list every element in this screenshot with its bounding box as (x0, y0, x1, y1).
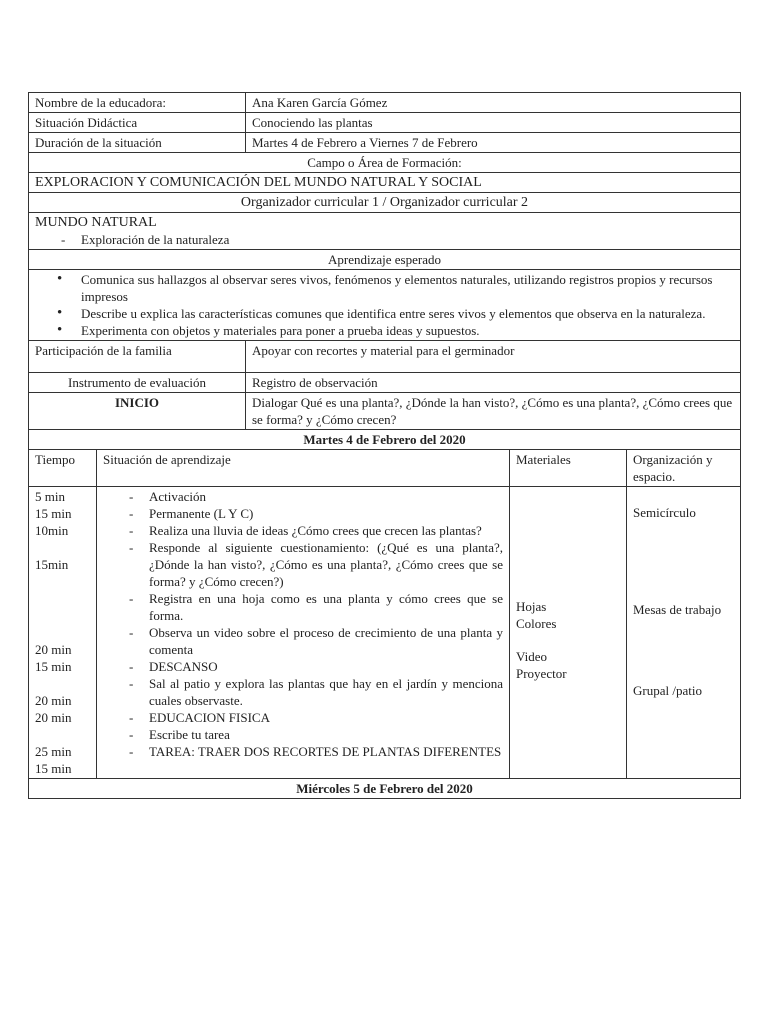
activity-item: - DESCANSO (103, 658, 503, 675)
duracion-value: Martes 4 de Febrero a Viernes 7 de Febrero (246, 133, 741, 153)
time-entry: 15 min (35, 659, 72, 674)
time-entry: 20 min (35, 710, 72, 725)
educadora-label: Nombre de la educadora: (29, 93, 246, 113)
time-entry: 15min (35, 557, 69, 572)
time-entry: 20 min (35, 693, 72, 708)
material-item: Colores (516, 616, 557, 631)
time-entry: 10min (35, 523, 69, 538)
col-materiales: Materiales (510, 450, 627, 487)
materiales-cell (510, 487, 627, 779)
aprendizaje-header: Aprendizaje esperado (29, 250, 741, 270)
material-item: Video (516, 649, 547, 664)
organizador-title: MUNDO NATURAL (35, 215, 157, 230)
educadora-value: Ana Karen García Gómez (246, 93, 741, 113)
instrumento-value: Registro de observación (246, 373, 741, 393)
aprendizaje-list (35, 271, 734, 339)
inicio-value: Dialogar Qué es una planta?, ¿Dónde la han visto?, ¿Cómo es una planta?, ¿Cómo crees que se forma? y ¿Cómo crecen? (246, 393, 741, 430)
col-organizacion: Organización y espacio. (627, 450, 741, 487)
activities-list (103, 488, 503, 760)
organizacion-item: Grupal /patio (633, 683, 702, 698)
col-tiempo: Tiempo (29, 450, 97, 487)
activity-item: - Observa un video sobre el proceso de crecimiento de una planta y comenta (103, 624, 503, 658)
day2-header: Miércoles 5 de Febrero del 2020 (29, 779, 741, 799)
organizador-cell (29, 213, 741, 250)
educadora-row (29, 93, 741, 113)
material-item: Proyector (516, 666, 567, 681)
aprendizaje-item: • Experimenta con objetos y materiales para poner a prueba ideas y supuestos. (35, 322, 734, 339)
time-entry: 5 min (35, 489, 65, 504)
material-item: Hojas (516, 599, 547, 614)
activity-item: - Activación (103, 488, 503, 505)
time-entry: 15 min (35, 506, 72, 521)
time-entry: 20 min (35, 642, 72, 657)
inicio-label: INICIO (29, 393, 246, 430)
aprendizaje-item: • Comunica sus hallazgos al observar seres vivos, fenómenos y elementos naturales, utilizando registros propios y recursos impresos (35, 271, 734, 305)
situacion-cell (97, 487, 510, 779)
activity-item: - Realiza una lluvia de ideas ¿Cómo crees que crecen las plantas? (103, 522, 503, 539)
columns-header-row (29, 450, 741, 487)
day1-header: Martes 4 de Febrero del 2020 (29, 430, 741, 450)
tiempo-cell (29, 487, 97, 779)
familia-label: Participación de la familia (29, 341, 246, 373)
duracion-label: Duración de la situación (29, 133, 246, 153)
activity-item: - Registra en una hoja como es una planta y cómo crees que se forma. (103, 590, 503, 624)
planning-document (28, 92, 740, 799)
activity-item: - Permanente (L Y C) (103, 505, 503, 522)
aprendizaje-item: • Describe u explica las características comunes que identifica entre seres vivos y elementos que observa en la naturaleza. (35, 305, 734, 322)
planning-table (28, 92, 741, 799)
activity-item: - TAREA: TRAER DOS RECORTES DE PLANTAS DIFERENTES (103, 743, 503, 760)
familia-value: Apoyar con recortes y material para el germinador (246, 341, 741, 373)
situacion-row (29, 113, 741, 133)
activity-item: - Responde al siguiente cuestionamiento: (¿Qué es una planta?, ¿Dónde la han visto?, ¿Cómo es una planta?, ¿Cómo crees que se forma? y ¿Cómo crecen?) (103, 539, 503, 590)
activity-item: - Sal al patio y explora las plantas que hay en el jardín y menciona cuales observaste. (103, 675, 503, 709)
duracion-row (29, 133, 741, 153)
activities-row (29, 487, 741, 779)
campo-header: Campo o Área de Formación: (29, 153, 741, 173)
instrumento-label: Instrumento de evaluación (29, 373, 246, 393)
organizador-header: Organizador curricular 1 / Organizador curricular 2 (29, 193, 741, 213)
situacion-label: Situación Didáctica (29, 113, 246, 133)
organizacion-cell (627, 487, 741, 779)
organizador-list (35, 231, 734, 248)
aprendizaje-cell (29, 270, 741, 341)
activity-item: - Escribe tu tarea (103, 726, 503, 743)
situacion-value: Conociendo las plantas (246, 113, 741, 133)
col-situacion: Situación de aprendizaje (97, 450, 510, 487)
time-entry: 25 min (35, 744, 72, 759)
organizacion-item: Mesas de trabajo (633, 602, 722, 617)
activity-item: - EDUCACION FISICA (103, 709, 503, 726)
organizador-item: - Exploración de la naturaleza (35, 231, 734, 248)
time-entry: 15 min (35, 761, 72, 776)
campo-value: EXPLORACION Y COMUNICACIÓN DEL MUNDO NATURAL Y SOCIAL (29, 173, 741, 193)
organizacion-item: Semicírculo (633, 505, 696, 520)
